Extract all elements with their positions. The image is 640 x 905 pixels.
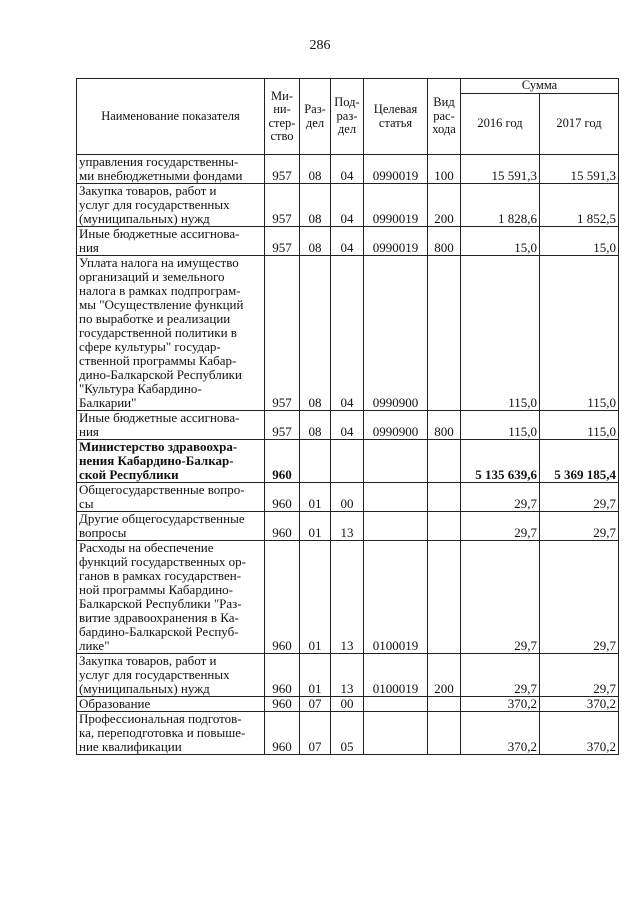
row-name: Уплата налога на имущество организаций и земельного налога в рамках подпрограм- мы "Осуществление функций по выработке и реализации государственной политики в сфере культуры" государ- ственной программы Кабар- дино-Балкарской Республики "Культура Кабардино- Балкарии" <box>77 256 265 411</box>
row-name: Закупка товаров, работ и услуг для государственных (муниципальных) нужд <box>77 184 265 227</box>
header-ministry: Ми- ни- стер- ство <box>265 79 300 155</box>
row-subsection: 04 <box>331 411 364 440</box>
row-target: 0990019 <box>364 155 428 184</box>
header-sum: Сумма <box>461 79 619 94</box>
row-expense-type <box>428 712 461 755</box>
row-amount-2017: 115,0 <box>540 411 619 440</box>
row-name: управления государственны- ми внебюджетными фондами <box>77 155 265 184</box>
row-amount-2016: 15 591,3 <box>461 155 540 184</box>
row-amount-2017: 1 852,5 <box>540 184 619 227</box>
row-target: 0100019 <box>364 541 428 654</box>
row-amount-2016: 370,2 <box>461 712 540 755</box>
row-target <box>364 483 428 512</box>
header-expense-type: Вид рас- хода <box>428 79 461 155</box>
row-section: 08 <box>300 411 331 440</box>
row-section: 07 <box>300 712 331 755</box>
row-ministry: 957 <box>265 411 300 440</box>
table-row <box>77 483 619 512</box>
row-name: Другие общегосударственные вопросы <box>77 512 265 541</box>
row-target <box>364 712 428 755</box>
row-subsection: 05 <box>331 712 364 755</box>
row-amount-2017: 370,2 <box>540 697 619 712</box>
row-expense-type <box>428 541 461 654</box>
row-expense-type <box>428 256 461 411</box>
row-name: Министерство здравоохра- нения Кабардино-Балкар- ской Республики <box>77 440 265 483</box>
row-section: 08 <box>300 227 331 256</box>
row-section: 01 <box>300 541 331 654</box>
row-ministry: 957 <box>265 227 300 256</box>
row-amount-2016: 29,7 <box>461 483 540 512</box>
row-expense-type: 200 <box>428 654 461 697</box>
header-target: Целевая статья <box>364 79 428 155</box>
row-ministry: 960 <box>265 440 300 483</box>
table-row <box>77 184 619 227</box>
table-row <box>77 541 619 654</box>
row-ministry: 957 <box>265 184 300 227</box>
row-section: 01 <box>300 483 331 512</box>
row-subsection: 04 <box>331 155 364 184</box>
table-row <box>77 512 619 541</box>
row-target <box>364 440 428 483</box>
row-section: 08 <box>300 155 331 184</box>
row-amount-2016: 29,7 <box>461 654 540 697</box>
row-amount-2017: 115,0 <box>540 256 619 411</box>
table-row <box>77 155 619 184</box>
header-year-2016: 2016 год <box>461 94 540 155</box>
row-target: 0990019 <box>364 184 428 227</box>
row-amount-2016: 115,0 <box>461 256 540 411</box>
row-subsection: 00 <box>331 483 364 512</box>
row-section: 08 <box>300 184 331 227</box>
row-name: Профессиональная подготов- ка, переподготовка и повыше- ние квалификации <box>77 712 265 755</box>
row-amount-2017: 15 591,3 <box>540 155 619 184</box>
row-ministry: 960 <box>265 541 300 654</box>
header-year-2017: 2017 год <box>540 94 619 155</box>
row-target <box>364 512 428 541</box>
row-amount-2017: 5 369 185,4 <box>540 440 619 483</box>
table-row <box>77 256 619 411</box>
row-name: Образование <box>77 697 265 712</box>
page-number: 286 <box>309 38 331 53</box>
row-target: 0990900 <box>364 256 428 411</box>
row-section: 08 <box>300 256 331 411</box>
row-name: Иные бюджетные ассигнова- ния <box>77 411 265 440</box>
row-name: Иные бюджетные ассигнова- ния <box>77 227 265 256</box>
header-name: Наименование показателя <box>77 79 265 155</box>
header-section: Раз- дел <box>300 79 331 155</box>
row-amount-2017: 29,7 <box>540 483 619 512</box>
row-ministry: 960 <box>265 712 300 755</box>
row-section: 07 <box>300 697 331 712</box>
row-section <box>300 440 331 483</box>
row-ministry: 960 <box>265 654 300 697</box>
row-subsection: 04 <box>331 227 364 256</box>
row-expense-type <box>428 512 461 541</box>
row-target: 0990900 <box>364 411 428 440</box>
row-section: 01 <box>300 512 331 541</box>
row-expense-type <box>428 440 461 483</box>
table-row <box>77 411 619 440</box>
row-expense-type: 200 <box>428 184 461 227</box>
row-target <box>364 697 428 712</box>
row-amount-2016: 15,0 <box>461 227 540 256</box>
row-name: Расходы на обеспечение функций государственных ор- ганов в рамках государствен- ной программы Кабардино- Балкарской Республики "Раз- витие здравоохранения в Ка- бардино-Балкарской Респуб- лике" <box>77 541 265 654</box>
table-row <box>77 697 619 712</box>
row-subsection: 13 <box>331 654 364 697</box>
header-subsection: Под- раз- дел <box>331 79 364 155</box>
table-header <box>77 79 619 155</box>
row-amount-2017: 29,7 <box>540 654 619 697</box>
row-expense-type: 800 <box>428 411 461 440</box>
row-amount-2016: 1 828,6 <box>461 184 540 227</box>
row-subsection <box>331 440 364 483</box>
table-row <box>77 654 619 697</box>
row-target: 0100019 <box>364 654 428 697</box>
row-expense-type <box>428 483 461 512</box>
row-ministry: 960 <box>265 483 300 512</box>
row-amount-2017: 29,7 <box>540 512 619 541</box>
row-subsection: 04 <box>331 184 364 227</box>
row-subsection: 13 <box>331 512 364 541</box>
table-row <box>77 440 619 483</box>
row-subsection: 04 <box>331 256 364 411</box>
row-amount-2016: 5 135 639,6 <box>461 440 540 483</box>
row-ministry: 960 <box>265 512 300 541</box>
row-subsection: 13 <box>331 541 364 654</box>
row-section: 01 <box>300 654 331 697</box>
row-expense-type: 100 <box>428 155 461 184</box>
budget-table <box>76 78 619 755</box>
row-ministry: 957 <box>265 155 300 184</box>
row-amount-2016: 115,0 <box>461 411 540 440</box>
row-name: Закупка товаров, работ и услуг для государственных (муниципальных) нужд <box>77 654 265 697</box>
row-ministry: 957 <box>265 256 300 411</box>
row-expense-type: 800 <box>428 227 461 256</box>
row-expense-type <box>428 697 461 712</box>
row-ministry: 960 <box>265 697 300 712</box>
table-row <box>77 712 619 755</box>
row-amount-2016: 29,7 <box>461 541 540 654</box>
row-target: 0990019 <box>364 227 428 256</box>
row-amount-2017: 370,2 <box>540 712 619 755</box>
row-name: Общегосударственные вопро- сы <box>77 483 265 512</box>
row-subsection: 00 <box>331 697 364 712</box>
table-row <box>77 227 619 256</box>
row-amount-2016: 29,7 <box>461 512 540 541</box>
row-amount-2017: 29,7 <box>540 541 619 654</box>
table-body <box>77 155 619 755</box>
row-amount-2016: 370,2 <box>461 697 540 712</box>
row-amount-2017: 15,0 <box>540 227 619 256</box>
